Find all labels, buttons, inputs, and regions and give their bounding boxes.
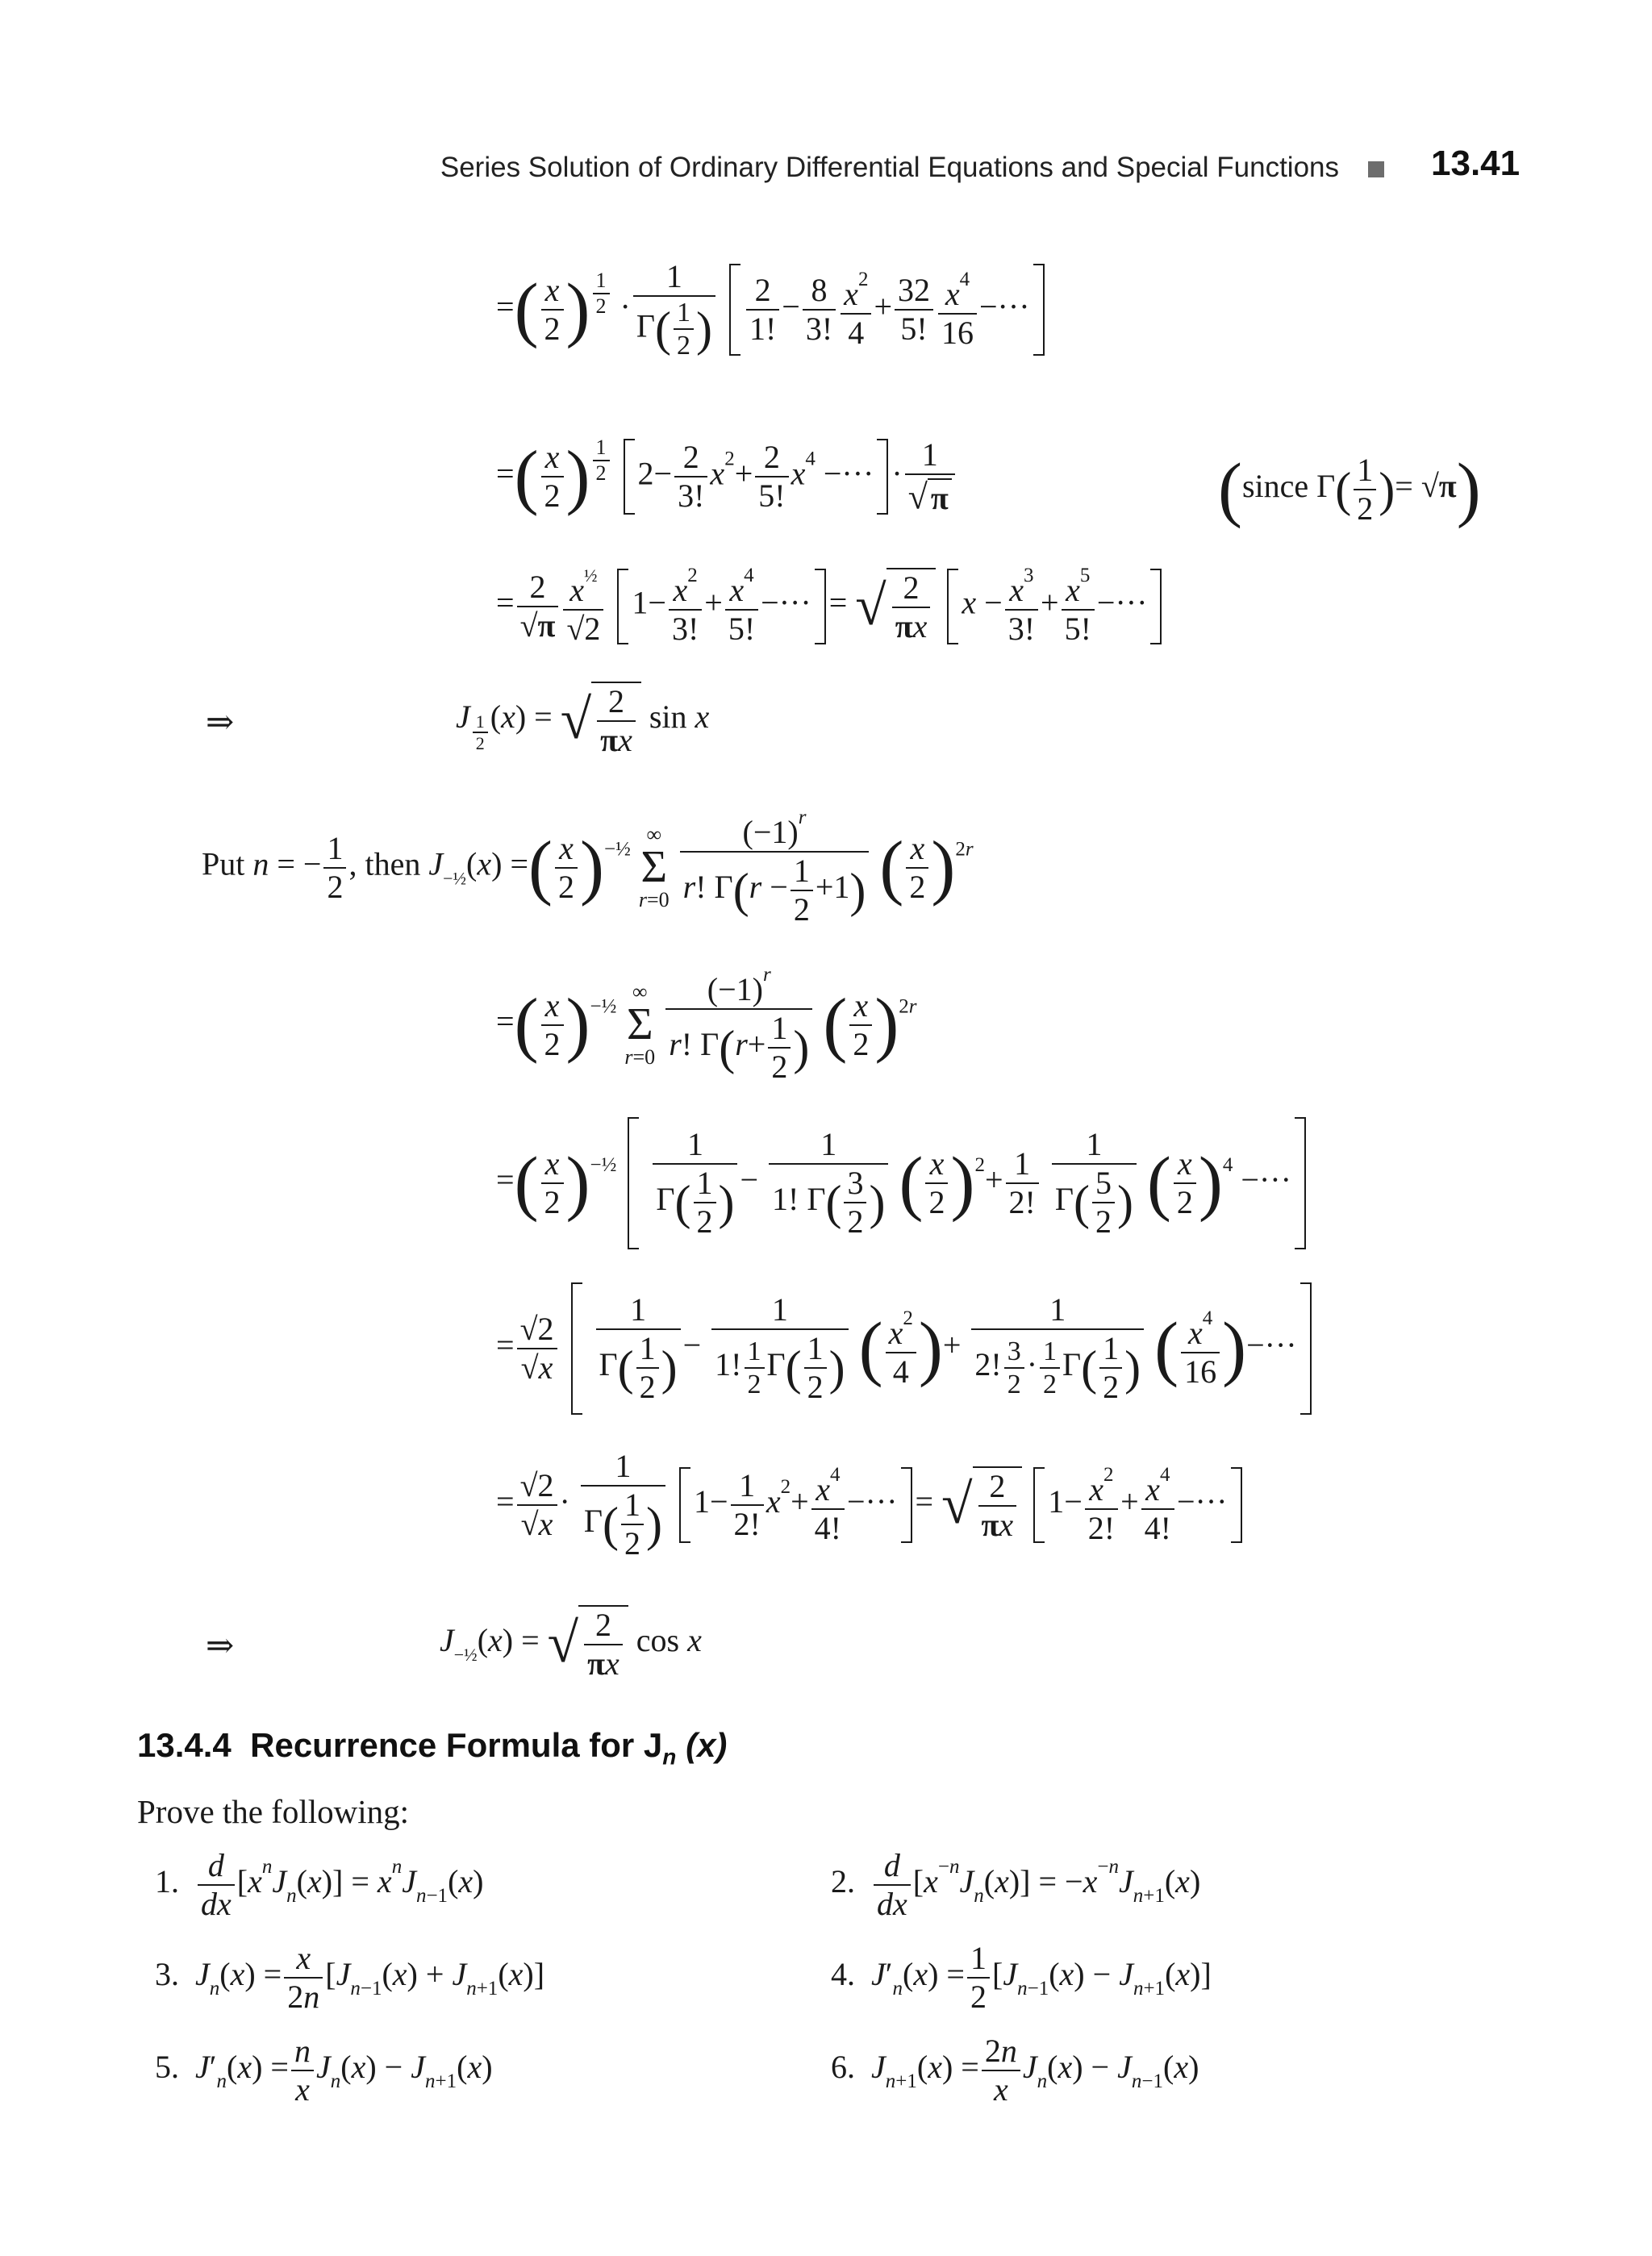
implies-arrow-2: ⇒ — [206, 1628, 235, 1665]
formula-5: 5. $J'_n(x)$ = $\frac{n}{x}$ $J_n(x) - J_{n+1}(x)$ — [155, 2033, 493, 2108]
header-title: Series Solution of Ordinary Differential Equations and Special Functions — [440, 152, 1339, 183]
page-number: 13.41 — [1431, 144, 1521, 183]
equation-line-5: =( $\frac{x}{2}$ )$^{-\frac{1}{2}}$ ∞ Σ r=0 $(-1)^r$ r! Γ(r+ $\frac{1}{2}$ ) ( $\frac{x}{2}$ )$^{2r}$ — [496, 964, 917, 1085]
put-n-line: Put n = − $\frac{1}{2}$ , then $J_{-\frac{1}{2}}(x)$ =( $\frac{x}{2}$ )$^{-\frac{1}{2}}$ ∞ Σ r=0 $(-1)^r$ r! Γ(r − $\frac{1}{2}$ +1) ( $\frac{x}{2}$ )$^{2r}$ — [202, 807, 974, 928]
prove-text: Prove the following: — [137, 1793, 410, 1830]
equation-line-7: = $\frac{√2}{√x}$ 1 Γ( $\frac{1}{2}$ ) − 1 1! $\frac{1}{2}$ Γ( $\frac{1}{2}$ ) ( $\frac{x^2}{4}$ )+ 1 2! $\frac{3}{2}$ · $\frac{1}{2}$ Γ( $\frac{1}{2}$ ) ( $\frac{x^4}{16}$ )−··· — [496, 1282, 1315, 1415]
running-header — [0, 144, 1525, 184]
formula-1: 1. $\frac{d}{dx}$ $[x^nJ_n(x)] = x^nJ_{n-1}(x)$ — [155, 1847, 484, 1922]
header-square-icon — [1368, 161, 1384, 177]
formula-3: 3. $J_n(x)$ = $\frac{x}{2n}$ $[J_{n-1}(x) + J_{n+1}(x)]$ — [155, 1940, 545, 2015]
equation-line-2: =( $\frac{x}{2}$ ) $^{\frac{1}{2}}$ 2− $\frac{2}{3!}$ $x^2+$ $\frac{2}{5!}$ $x^4$ −··· · $\frac{1}{√ \pi}$ — [496, 436, 957, 518]
equation-line-1: =( $\frac{x}{2}$ ) $^{\frac{1}{2}}$ · 1 Γ( $\frac{1}{2}$ ) $\frac{2}{1!}$ − $\frac{8}{3!}$ $\frac{x^2}{4}$ + $\frac{32}{5!}$ $\frac{x^4}{16}$ −··· — [496, 258, 1048, 361]
implies-arrow-1: ⇒ — [206, 704, 235, 741]
section-heading: 13.4.4 Recurrence Formula for $J_n$ (x) — [137, 1726, 728, 1770]
equation-line-8: = $\frac{√2}{√x}$ · 1 Γ( $\frac{1}{2}$ ) 1− $\frac{1}{2!}$ $x^2+$ $\frac{x^4}{4!}$ −··· = √ $\frac{2}{\pi x}$ 1− $\frac{x^2}{2!}$ + $\frac{x^4}{4!}$ −··· — [496, 1448, 1245, 1562]
formula-4: 4. $J'_n(x)$ = $\frac{1}{2}$ $[J_{n-1}(x) - J_{n+1}(x)]$ — [831, 1940, 1212, 2015]
equation-line-3: = $\frac{2}{√\pi}$ $\frac{x^{\frac{1}{2}}}{√2}$ 1− $\frac{x^2}{3!}$ + $\frac{x^4}{5!}$ −··· = √ $\frac{2}{\pi x}$ x − $\frac{x^3}{3!}$ + $\frac{x^5}{5!}$ −··· — [496, 565, 1165, 648]
result-j-minus-half: $J_{-\frac{1}{2}}(x)$ = √ $\frac{2}{\pi x}$ cos x — [440, 1607, 702, 1682]
result-j-half: J $_{\frac{1}{2}}$ (x) = √ $\frac{2}{\pi x}$ sin x — [456, 683, 710, 758]
equation-line-6: =( $\frac{x}{2}$ )$^{-\frac{1}{2}}$ 1 Γ( $\frac{1}{2}$ ) − 1 1! Γ( $\frac{3}{2}$ ) ( $\frac{x}{2}$ )$^2$+ $\frac{1}{2!}$ 1 Γ( $\frac{5}{2}$ ) ( $\frac{x}{2}$ )$^4$ −··· — [496, 1117, 1309, 1249]
formula-2: 2. $\frac{d}{dx}$ $[x^{-n}J_n(x)] = -x^{-n}J_{n+1}(x)$ — [831, 1847, 1201, 1922]
formula-6: 6. $J_{n+1}(x)$ = $\frac{2n}{x}$ $J_n(x) - J_{n-1}(x)$ — [831, 2033, 1199, 2108]
gamma-note: (since Γ( $\frac{1}{2}$ )= √π) — [1218, 449, 1481, 529]
